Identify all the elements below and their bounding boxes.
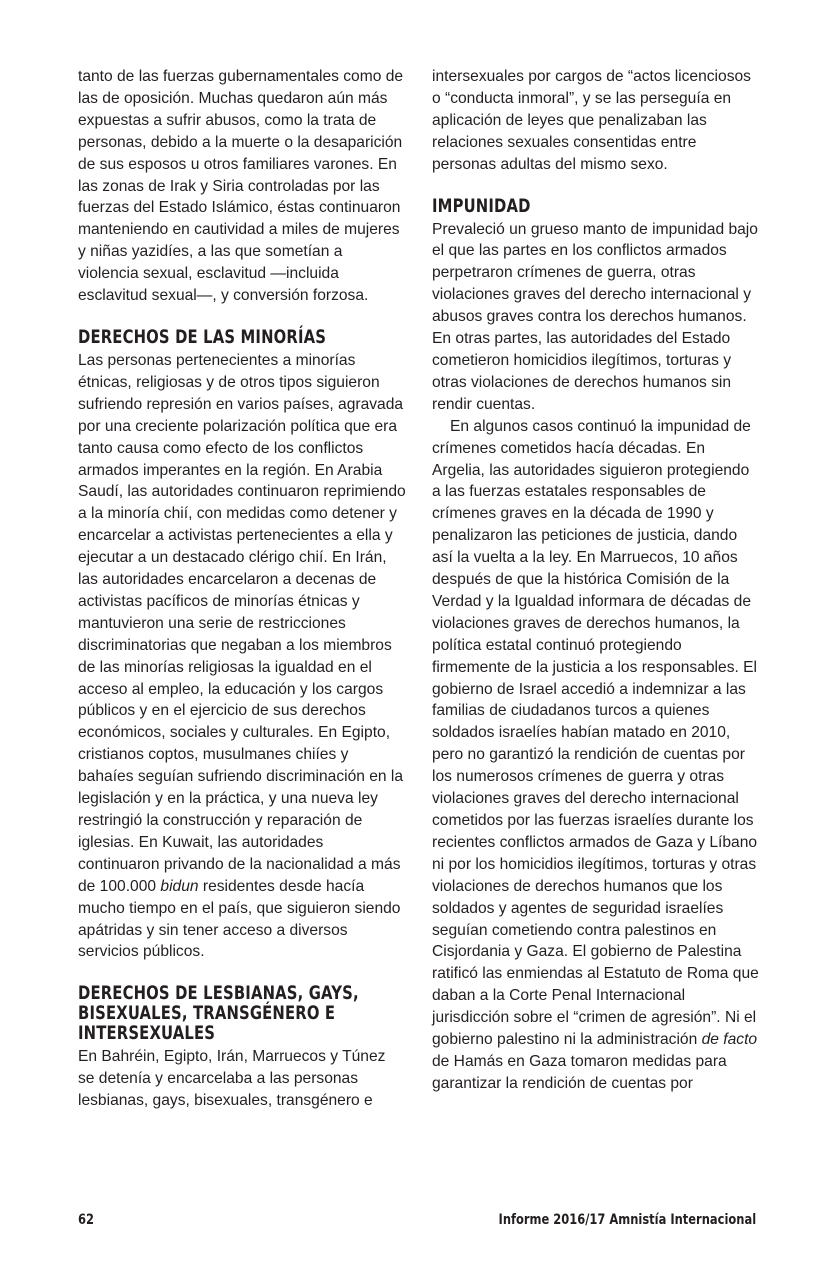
text-span: En algunos casos continuó la impunidad de crímenes cometidos hacía décadas. En Argelia, las autoridades siguieron protegiendo a las fuerzas estatales responsables de crímenes graves en la década de 1990 y penalizaron las peticiones de justicia, dando así la vuelta a la ley. En Marruecos, 10 años después de que la histórica Comisión de la Verdad y la Igualdad informara de décadas de violaciones graves de derechos humanos, la política estatal continuó protegiendo firmemente de la justicia a los responsables. El gobierno de Israel accedió a indemnizar a las familias de ciudadanos turcos a quienes soldados israelíes habían matado en 2010, pero no garantizó la rendición de cuentas por los numerosos crímenes de guerra y otras violaciones graves del derecho internacional cometidos por las fuerzas israelíes durante los recientes conflictos armados de Gaza y Líbano ni por los homicidios ilegítimos, torturas y otras violaciones de derechos humanos que los soldados y agentes de seguridad israelíes seguían cometiendo contra palestinos en Cisjordania y Gaza. El gobierno de Palestina ratificó las enmiendas al Estatuto de Roma que daban a la Corte Penal Internacional jurisdicción sobre el “crimen de agresión”. Ni el gobierno palestino ni la administración [432, 417, 759, 1049]
paragraph-impunity-intro: Prevaleció un grueso manto de impunidad bajo el que las partes en los conflictos armados perpetraron crímenes de guerra, otras violaciones graves del derecho internacional y abusos graves contra los derechos humanos. En otras partes, las autoridades del Estado cometieron homicidios ilegítimos, torturas y otras violaciones de derechos humanos sin rendir cuentas. [432, 220, 758, 413]
paragraph-minority-rights [78, 350, 406, 963]
heading-lgbti-rights: DERECHOS DE LESBIANAS, GAYS, BISEXUALES, TRANSGÉNERO E INTERSEXUALES [78, 982, 359, 1045]
text-span: residentes desde hacía mucho tiempo en el país, que siguieron siendo apátridas y sin tener acceso a diversos servicios públicos. [78, 877, 401, 961]
heading-impunity: IMPUNIDAD [432, 194, 531, 217]
italic-term-bidun: bidun [160, 877, 199, 895]
left-column [78, 66, 406, 1112]
text-span: Las personas pertenecientes a minorías étnicas, religiosas y de otros tipos siguieron sufriendo represión en varios países, agravada por una creciente polarización política que era tanto causa como efecto de los conflictos armados imperantes en la región. En Arabia Saudí, las autoridades continuaron reprimiendo a la minoría chií, con medidas como detener y encarcelar a activistas pertenecientes a ella y ejecutar a un destacado clérigo chií. En Irán, las autoridades encarcelaron a decenas de activistas pacíficos de minorías étnicas y mantuvieron una serie de restricciones discriminatorias que negaban a los miembros de las minorías religiosas la igualdad en el acceso al empleo, la educación y los cargos públicos y en el ejercicio de sus derechos económicos, sociales y culturales. En Egipto, cristianos coptos, musulmanes chiíes y bahaíes seguían sufriendo discriminación en la legislación y en la práctica, y una nueva ley restringió la construcción y reparación de iglesias. En Kuwait, las autoridades continuaron privando de la nacionalidad a más de 100.000 [78, 351, 406, 895]
heading-minority-rights: DERECHOS DE LAS MINORÍAS [78, 325, 327, 348]
paragraph-women-abuses: tanto de las fuerzas gubernamentales como de las de oposición. Muchas quedaron aún más expuestas a sufrir abusos, como la trata de personas, debido a la muerte o la desaparición de sus esposos u otros familiares varones. En las zonas de Irak y Siria controladas por las fuerzas del Estado Islámico, éstas continuaron manteniendo en cautividad a miles de mujeres y niñas yazidíes, a las que sometían a violencia sexual, esclavitud —incluida esclavitud sexual—, y conversión forzosa. [78, 68, 404, 305]
text-span: de Hamás en Gaza tomaron medidas para garantizar la rendición de cuentas por [432, 1052, 727, 1092]
italic-term-de-facto: de facto [701, 1031, 758, 1049]
page-number: 62 [78, 1212, 94, 1228]
paragraph-lgbti-rights: En Bahréin, Egipto, Irán, Marruecos y Túnez se detenía y encarcelaba a las personas lesbianas, gays, bisexuales, transgénero e [78, 1048, 386, 1110]
right-column [432, 66, 760, 1095]
paragraph-lgbti-continued: intersexuales por cargos de “actos licenciosos o “conducta inmoral”, y se las perseguía en aplicación de leyes que penalizaban las relaciones sexuales consentidas entre personas adultas del mismo sexo. [432, 68, 751, 173]
paragraph-impunity-cases [432, 416, 760, 1095]
report-title: Informe 2016/17 Amnistía Internacional [498, 1212, 756, 1228]
